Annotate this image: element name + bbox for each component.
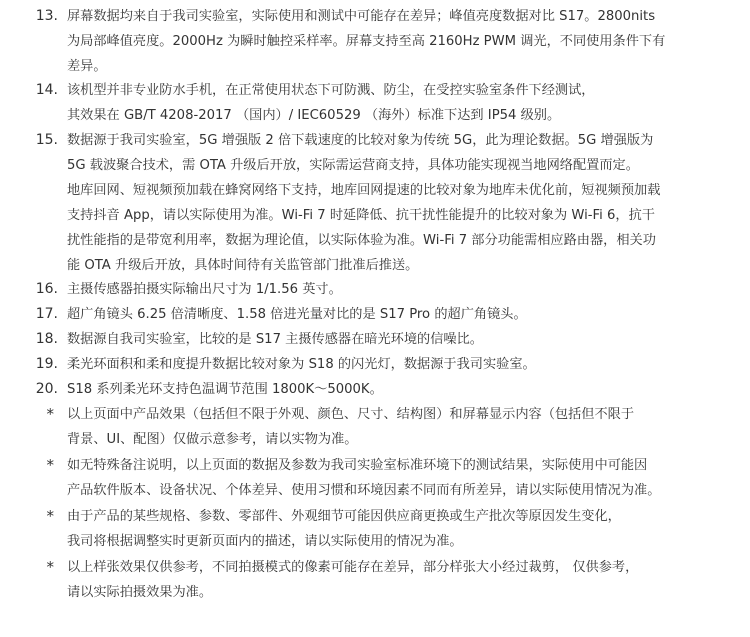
asterisk-marker: * bbox=[46, 456, 54, 474]
footnote-line: 超广角镜头 6.25 倍清晰度、1.58 倍进光量对比的是 S17 Pro 的超广角镜头。 bbox=[67, 307, 527, 322]
footnote-line: 数据源自我司实验室，比较的是 S17 主摄传感器在暗光环境的信噪比。 bbox=[67, 332, 483, 347]
disclaimer-line: 我司将根据调整实时更新页面内的描述，请以实际使用的情况为准。 bbox=[67, 534, 463, 549]
footnote-text bbox=[67, 277, 727, 302]
disclaimer-text bbox=[67, 402, 727, 452]
footnote-number: 16. bbox=[35, 281, 58, 297]
footnote-line: 能 OTA 升级后开放，具体时间待有关监管部门批准后推送。 bbox=[67, 258, 419, 273]
footnote-line: 其效果在 GB/T 4208-2017 （国内）/ IEC60529 （海外）标准下达到 IP54 级别。 bbox=[67, 108, 561, 123]
footnote-line: 扰性能指的是带宽利用率，数据为理论值，以实际体验为准。Wi-Fi 7 部分功能需相应路由器，相关功 bbox=[67, 233, 656, 248]
disclaimer-text bbox=[67, 555, 727, 605]
asterisk-marker: * bbox=[46, 558, 54, 576]
footnote-line: 屏幕数据均来自于我司实验室，实际使用和测试中可能存在差异；峰值亮度数据对比 S17。2800nits bbox=[67, 9, 656, 24]
footnote-line: 地库回网、短视频预加载在蜂窝网络下支持，地库回网提速的比较对象为地库未优化前，短视频预加载 bbox=[67, 183, 661, 198]
footnote-number: 15. bbox=[35, 132, 58, 148]
footnote-line: 差异。 bbox=[67, 59, 107, 74]
footnote-text bbox=[67, 128, 727, 278]
footnote-line: 该机型并非专业防水手机，在正常使用状态下可防溅、防尘，在受控实验室条件下经测试， bbox=[67, 83, 595, 98]
asterisk-marker: * bbox=[46, 507, 54, 525]
footnote-number: 18. bbox=[35, 331, 58, 347]
footnote-line: 柔光环面积和柔和度提升数据比较对象为 S18 的闪光灯，数据源于我司实验室。 bbox=[67, 357, 536, 372]
footnote-number: 13. bbox=[35, 8, 58, 24]
footnote-line: 主摄传感器拍摄实际输出尺寸为 1/1.56 英寸。 bbox=[67, 282, 342, 297]
footnote-text bbox=[67, 352, 727, 377]
asterisk-marker: * bbox=[46, 405, 54, 423]
footnote-line: 数据源于我司实验室，5G 增强版 2 倍下载速度的比较对象为传统 5G，此为理论数据。5G 增强版为 bbox=[67, 133, 654, 148]
disclaimer-line: 由于产品的某些规格、参数、零部件、外观细节可能因供应商更换或生产批次等原因发生变化， bbox=[67, 509, 621, 524]
footnote-text bbox=[67, 78, 727, 128]
disclaimer-line: 产品软件版本、设备状况、个体差异、使用习惯和环境因素不同而有所差异，请以实际使用情况为准。 bbox=[67, 483, 661, 498]
disclaimer-text bbox=[67, 453, 727, 503]
footnote-number: 14. bbox=[35, 82, 58, 98]
footnote-text bbox=[67, 4, 727, 79]
footnote-number: 20. bbox=[35, 381, 58, 397]
disclaimer-text bbox=[67, 504, 727, 554]
footnote-text bbox=[67, 377, 727, 402]
footnote-text bbox=[67, 327, 727, 352]
disclaimer-line: 如无特殊备注说明，以上页面的数据及参数为我司实验室标准环境下的测试结果，实际使用中可能因 bbox=[67, 458, 648, 473]
disclaimer-line: 以上样张效果仅供参考，不同拍摄模式的像素可能存在差异，部分样张大小经过裁剪， 仅供参考， bbox=[67, 560, 639, 575]
footnote-number: 17. bbox=[35, 306, 58, 322]
footnote-line: 为局部峰值亮度。2000Hz 为瞬时触控采样率。屏幕支持至高 2160Hz PWM 调光，不同使用条件下有 bbox=[67, 34, 666, 49]
footnote-number: 19. bbox=[35, 356, 58, 372]
footnote-line: S18 系列柔光环支持色温调节范围 1800K～5000K。 bbox=[67, 382, 383, 397]
disclaimer-line: 请以实际拍摄效果为准。 bbox=[67, 585, 213, 600]
footnote-line: 5G 载波聚合技术，需 OTA 升级后开放，实际需运营商支持，具体功能实现视当地网络配置而定。 bbox=[67, 158, 639, 173]
disclaimer-line: 以上页面中产品效果（包括但不限于外观、颜色、尺寸、结构图）和屏幕显示内容（包括但不限于 bbox=[67, 407, 635, 422]
footnote-text bbox=[67, 302, 727, 327]
footnote-line: 支持抖音 App，请以实际使用为准。Wi-Fi 7 时延降低、抗干扰性能提升的比较对象为 Wi-Fi 6，抗干 bbox=[67, 208, 655, 223]
disclaimer-line: 背景、UI、配图）仅做示意参考，请以实物为准。 bbox=[67, 432, 358, 447]
